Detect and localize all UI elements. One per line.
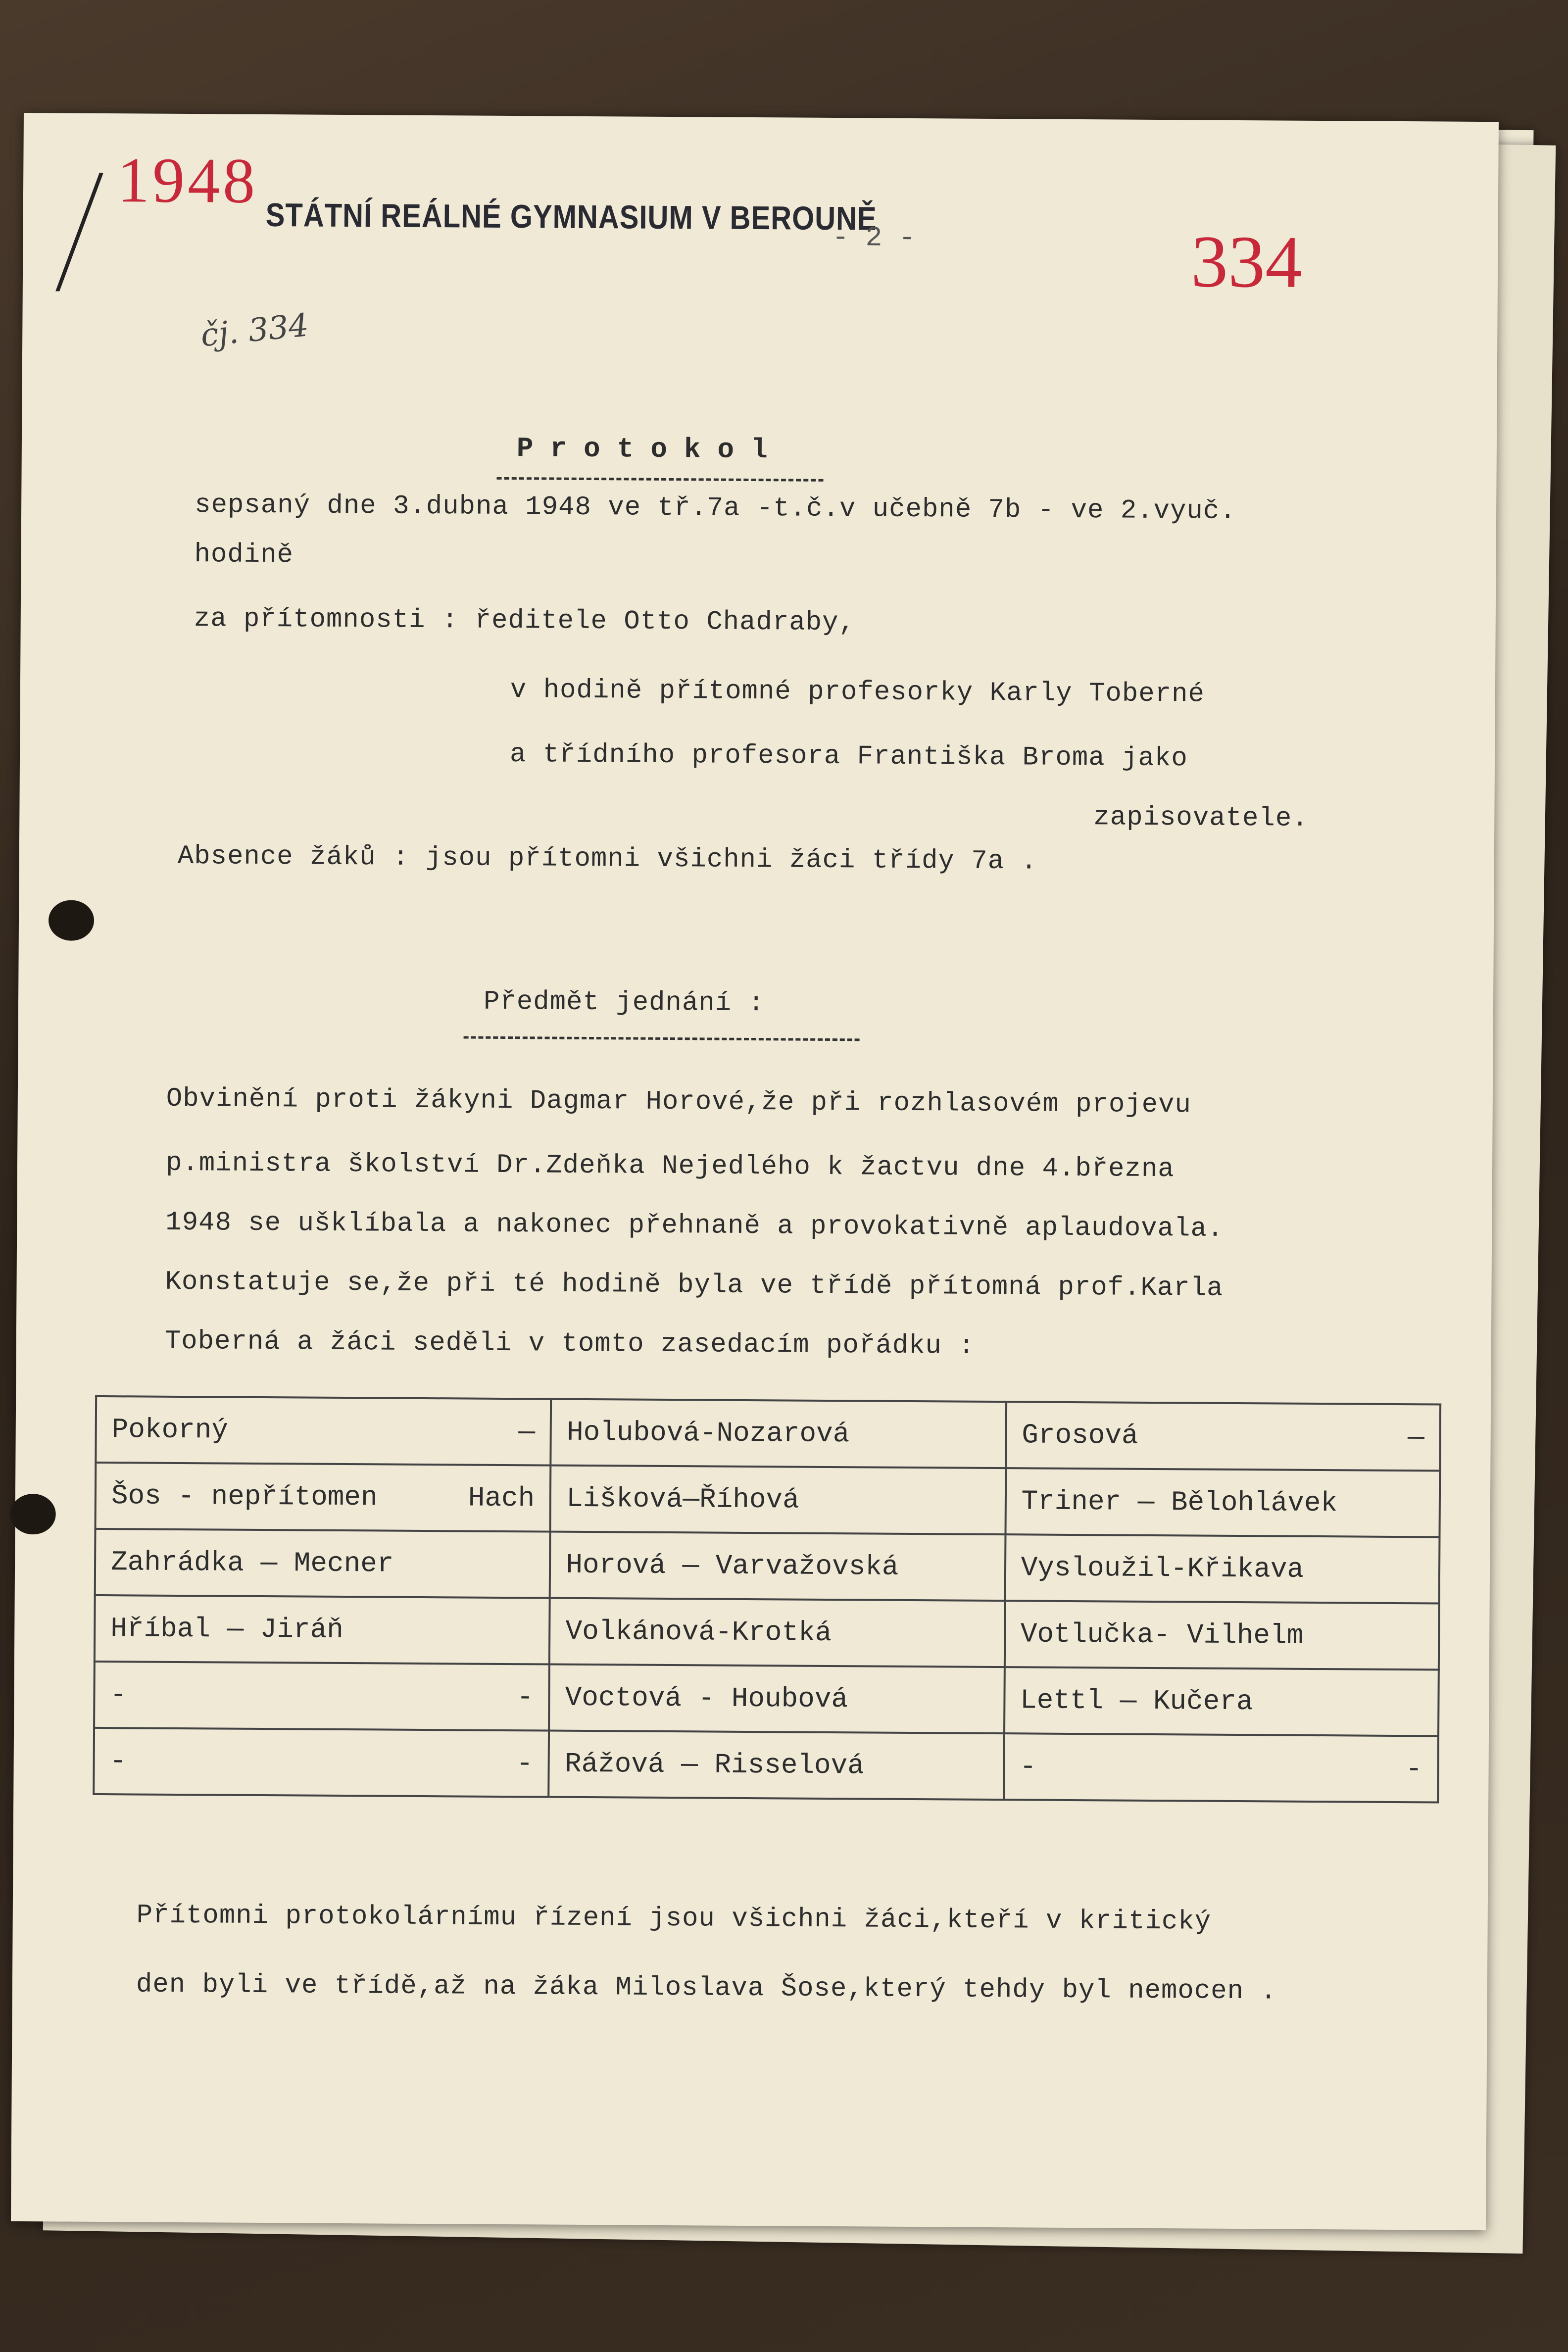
attendance-line: za přítomnosti : ředitele Otto Chadraby, <box>194 604 856 638</box>
seating-row <box>94 1662 1439 1736</box>
student-name: - <box>109 1745 127 1777</box>
title-underline <box>496 477 823 482</box>
seating-cell <box>95 1595 550 1665</box>
body-line: Toberná a žáci seděli v tomto zasedacím pořádku : <box>164 1326 975 1362</box>
student-name: Grosová <box>1022 1419 1138 1452</box>
seating-table <box>93 1395 1441 1804</box>
body-line: p.ministra školství Dr.Zdeňka Nejedlého k žactvu dne 4.března <box>165 1148 1175 1185</box>
body-line: Konstatuje se,že při té hodině byla ve třídě přítomná prof.Karla <box>165 1267 1224 1304</box>
subject-underline <box>464 1036 860 1041</box>
punch-hole <box>49 900 94 941</box>
student-name: Pokorný <box>111 1414 229 1446</box>
student-name: Hach <box>468 1482 535 1515</box>
seating-cell <box>96 1396 551 1466</box>
body-line: 1948 se ušklíbala a nakonec přehnaně a provokativně aplaudovala. <box>165 1207 1224 1244</box>
student-name: Lišková—Říhová <box>566 1482 799 1516</box>
seating-cell <box>549 1598 1005 1667</box>
absence-line: Absence žáků : jsou přítomni všichni žáci třídy 7a . <box>177 841 1038 877</box>
subject-heading: Předmět jednání : <box>483 986 765 1019</box>
seating-row <box>96 1396 1440 1471</box>
student-name: - <box>516 1681 534 1714</box>
seating-cell <box>1005 1534 1439 1603</box>
student-name: Volkánová-Krotká <box>565 1615 832 1649</box>
seating-cell <box>95 1529 550 1598</box>
seating-cell <box>1004 1733 1438 1802</box>
seating-cell <box>1006 1402 1440 1470</box>
header-line: sepsaný dne 3.dubna 1948 ve tř.7a -t.č.v učebně 7b - ve 2.vyuč. <box>194 490 1236 527</box>
student-name: Šos - nepřítomen <box>111 1480 378 1514</box>
document-number: 334 <box>1190 220 1303 303</box>
reference-number: čj. 334 <box>199 307 310 354</box>
student-name: Voctová - Houbová <box>565 1681 848 1715</box>
closing-line: den byli ve třídě,až na žáka Miloslava Šose,který tehdy byl nemocen . <box>136 1969 1277 2007</box>
seating-row <box>96 1463 1440 1537</box>
attendance-line: zapisovatele. <box>1093 802 1309 834</box>
student-name: - <box>1020 1751 1037 1783</box>
student-name: Lettl — Kučera <box>1020 1684 1253 1718</box>
student-name: Rážová — Risselová <box>564 1748 865 1782</box>
student-name: Horová — Varvažovská <box>566 1549 899 1583</box>
student-name: Hříbal — Jiráň <box>110 1613 343 1646</box>
student-name: - <box>516 1748 534 1780</box>
document-title: Protokol <box>516 433 784 466</box>
student-name: - <box>110 1679 127 1711</box>
seating-cell <box>96 1463 551 1532</box>
seating-cell <box>1004 1667 1439 1736</box>
closing-line: Přítomni protokolárnímu řízení jsou všichni žáci,kteří v kritický <box>136 1900 1212 1937</box>
seating-cell <box>549 1665 1004 1734</box>
seating-cell <box>94 1662 549 1731</box>
seating-cell <box>549 1731 1004 1800</box>
seating-cell <box>551 1399 1006 1469</box>
year-annotation: 1948 <box>117 145 258 217</box>
seating-cell <box>550 1466 1006 1535</box>
seating-cell <box>550 1532 1005 1601</box>
student-name: - <box>1405 1753 1422 1785</box>
seating-cell <box>94 1728 549 1797</box>
seating-cell <box>1004 1601 1439 1669</box>
student-name: Zahrádka — Mecner <box>110 1546 394 1580</box>
seating-cell <box>1005 1468 1440 1537</box>
seating-row <box>95 1529 1440 1604</box>
student-name: Vysloužil-Křikava <box>1021 1552 1304 1585</box>
seating-row <box>95 1595 1439 1670</box>
student-name: — <box>518 1416 536 1448</box>
page-number: - 2 - <box>832 221 916 254</box>
attendance-line: v hodině přítomné profesorky Karly Toberné <box>510 675 1205 710</box>
body-line: Obvinění proti žákyni Dagmar Horové,že při rozhlasovém projevu <box>166 1083 1192 1121</box>
student-name: Votlučka- Vilhelm <box>1020 1618 1304 1652</box>
seating-row <box>94 1728 1438 1803</box>
student-name: Holubová-Nozarová <box>566 1416 850 1450</box>
document-page <box>11 113 1499 2230</box>
header-line: hodině <box>194 539 294 571</box>
school-stamp: STÁTNÍ REÁLNÉ GYMNASIUM V BEROUNĚ <box>265 196 877 238</box>
student-name: Triner — Bělohlávek <box>1021 1485 1338 1519</box>
student-name: — <box>1407 1421 1424 1454</box>
attendance-line: a třídního profesora Františka Broma jako <box>509 739 1188 774</box>
punch-hole <box>10 1494 55 1535</box>
